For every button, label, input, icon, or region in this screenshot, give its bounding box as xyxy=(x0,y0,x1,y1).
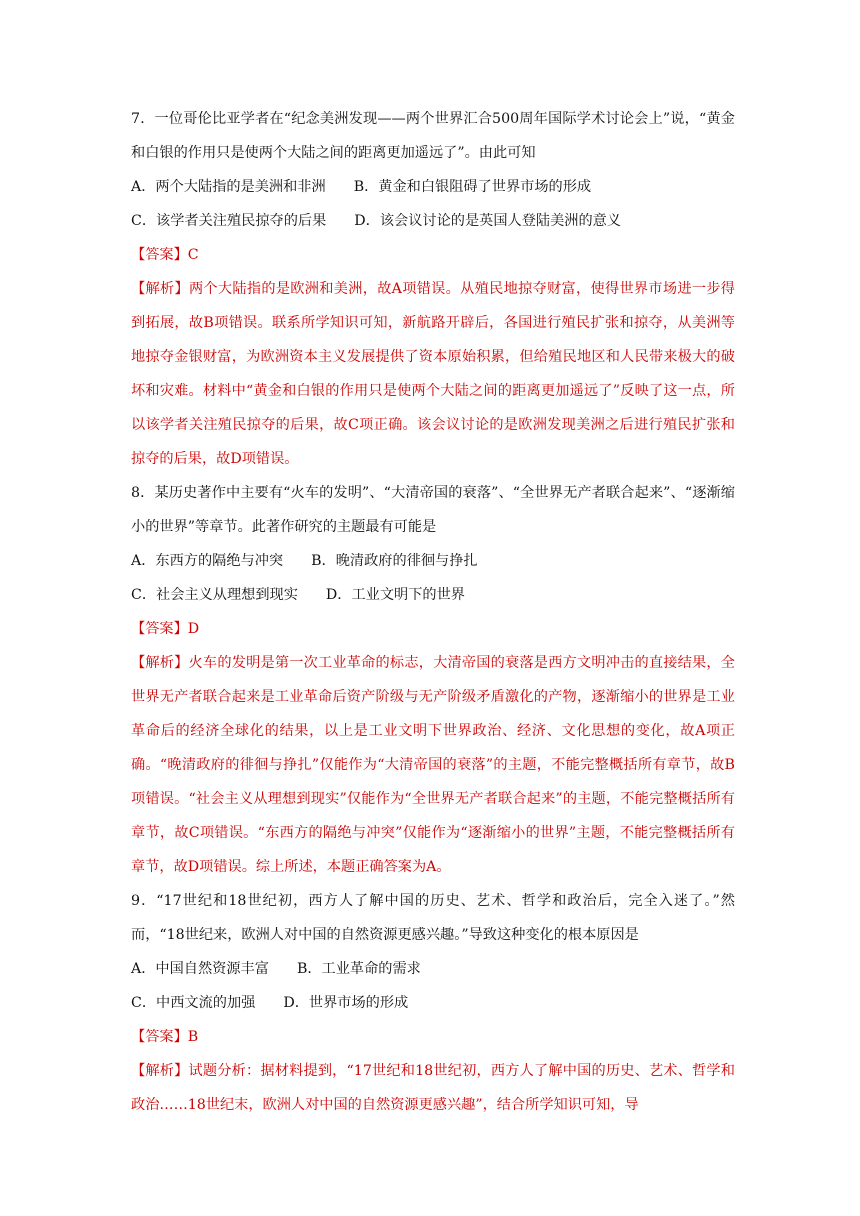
option-a: A．东西方的隔绝与冲突 xyxy=(131,553,284,569)
option-d: D．世界市场的形成 xyxy=(283,995,409,1011)
question-9-stem: 9．“17世纪和18世纪初，西方人了解中国的历史、艺术、哲学和政治后，完全入迷了。”然而，“18世纪来，欧洲人对中国的自然资源更感兴趣。”导致这种变化的根本原因是 xyxy=(131,893,735,943)
option-c: C．社会主义从理想到现实 xyxy=(131,587,298,603)
question-8-options-row-2 xyxy=(131,578,735,612)
question-9-analysis xyxy=(131,1054,735,1122)
question-9-answer: 【答案】B xyxy=(131,1029,199,1045)
question-8-stem: 8．某历史著作中主要有“火车的发明”、“大清帝国的衰落”、“全世界无产者联合起来”、“逐渐缩小的世界”等章节。此著作研究的主题最有可能是 xyxy=(131,485,735,535)
question-7-stem: 7．一位哥伦比亚学者在“纪念美洲发现——两个世界汇合500周年国际学术讨论会上”说，“黄金和白银的作用只是使两个大陆之间的距离更加遥远了”。由此可知 xyxy=(131,111,735,161)
option-a: A．两个大陆指的是美洲和非洲 xyxy=(131,179,326,195)
analysis-label: 【解析】 xyxy=(131,1063,189,1079)
analysis-label: 【解析】 xyxy=(131,281,189,297)
document-page xyxy=(131,102,735,1122)
option-b: B．晚清政府的徘徊与挣扎 xyxy=(311,553,478,569)
question-8-options-row-1 xyxy=(131,544,735,578)
analysis-label: 【解析】 xyxy=(131,655,189,671)
question-8-answer: 【答案】D xyxy=(131,621,200,637)
question-9-options-row-2 xyxy=(131,986,735,1020)
question-7-options-row-2 xyxy=(131,204,735,238)
option-d: D．工业文明下的世界 xyxy=(325,587,465,603)
option-b: B．黄金和白银阻碍了世界市场的形成 xyxy=(353,179,592,195)
analysis-text: 火车的发明是第一次工业革命的标志，大清帝国的衰落是西方文明冲击的直接结果，全世界无产者联合起来是工业革命后资产阶级与无产阶级矛盾激化的产物，逐渐缩小的世界是工业革命后的经济全球化的结果，以上是工业文明下世界政治、经济、文化思想的变化，故A项正确。“晚清政府的徘徊与挣扎”仅能作为“大清帝国的衰落”的主题，不能完整概括所有章节，故B项错误。“社会主义从理想到现实”仅能作为“全世界无产者联合起来”的主题，不能完整概括所有章节，故C项错误。“东西方的隔绝与冲突”仅能作为“逐渐缩小的世界”主题，不能完整概括所有章节，故D项错误。综上所述，本题正确答案为A。 xyxy=(131,655,735,875)
analysis-text: 试题分析：据材料提到，“17世纪和18世纪初，西方人了解中国的历史、艺术、哲学和政治……18世纪末，欧洲人对中国的自然资源更感兴趣”，结合所学知识可知，导 xyxy=(131,1063,735,1113)
option-c: C．中西文流的加强 xyxy=(131,995,256,1011)
option-c: C．该学者关注殖民掠夺的后果 xyxy=(131,213,327,229)
option-d: D．该会议讨论的是英国人登陆美洲的意义 xyxy=(354,213,622,229)
option-a: A．中国自然资源丰富 xyxy=(131,961,269,977)
analysis-text: 两个大陆指的是欧洲和美洲，故A项错误。从殖民地掠夺财富，使得世界市场进一步得到拓展，故B项错误。联系所学知识可知，新航路开辟后，各国进行殖民扩张和掠夺，从美洲等地掠夺金银财富，为欧洲资本主义发展提供了资本原始积累，但给殖民地区和人民带来极大的破坏和灾难。材料中“黄金和白银的作用只是使两个大陆之间的距离更加遥远了”反映了这一点，所以该学者关注殖民掠夺的后果，故C项正确。该会议讨论的是欧洲发现美洲之后进行殖民扩张和掠夺的后果，故D项错误。 xyxy=(131,281,735,467)
option-b: B．工业革命的需求 xyxy=(296,961,421,977)
question-9-options-row-1 xyxy=(131,952,735,986)
question-8-analysis xyxy=(131,646,735,884)
question-7-options-row-1 xyxy=(131,170,735,204)
question-7-answer: 【答案】C xyxy=(131,247,199,263)
question-7-analysis xyxy=(131,272,735,476)
